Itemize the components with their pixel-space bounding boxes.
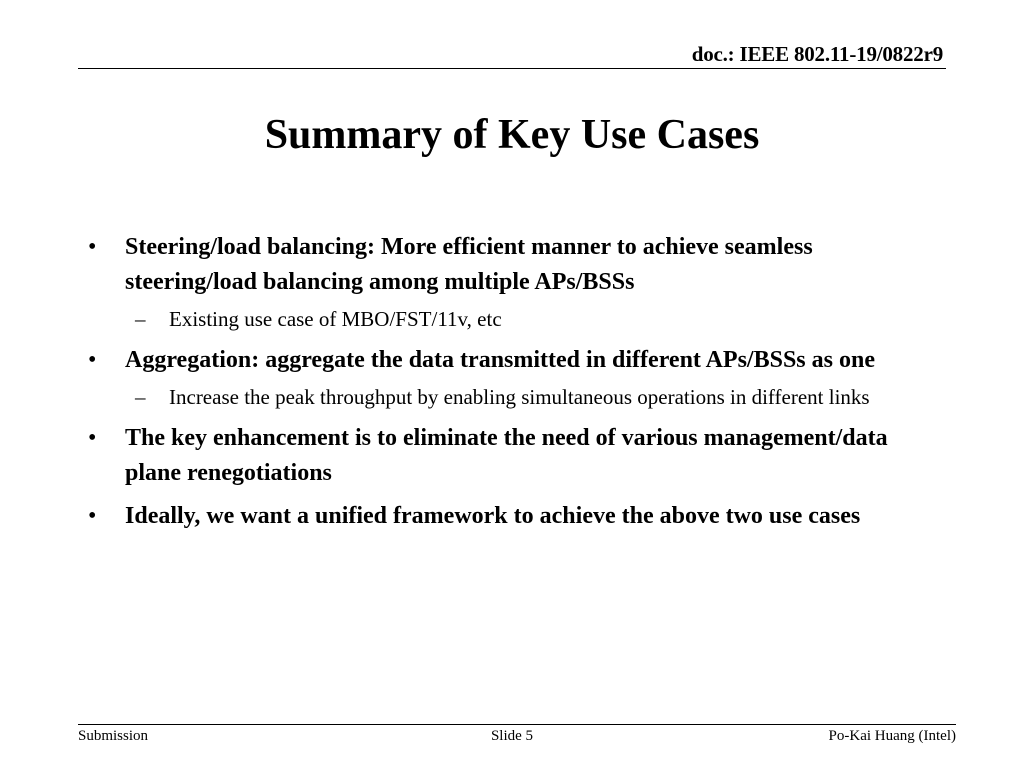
sub-bullet-list [125, 382, 948, 413]
footer-divider [78, 724, 956, 725]
sub-bullet-item [125, 304, 948, 335]
sub-bullet-item [125, 382, 948, 413]
bullet-marker: • [88, 234, 97, 260]
bullet-text: Ideally, we want a unified framework to achieve the above two use cases [125, 503, 861, 529]
sub-bullet-list [125, 304, 948, 335]
bullet-text: The key enhancement is to eliminate the need of various management/data plane renegotiations [125, 425, 888, 486]
bullet-item [88, 499, 948, 534]
slide-title: Summary of Key Use Cases [264, 112, 760, 158]
footer-author: Po-Kai Huang (Intel) [828, 728, 956, 744]
header-divider [78, 68, 946, 69]
footer-submission: Submission [78, 728, 149, 744]
sub-bullet-text: Existing use case of MBO/FST/11v, etc [169, 307, 502, 331]
bullet-marker: • [88, 503, 97, 529]
bullet-text: Steering/load balancing: More efficient manner to achieve seamless steering/load balancing among multiple APs/BSSs [125, 234, 813, 295]
bullet-item [88, 421, 948, 491]
bullet-marker: • [88, 425, 97, 451]
footer-slide-number: Slide 5 [490, 728, 534, 744]
bullet-item [88, 230, 948, 335]
sub-bullet-text: Increase the peak throughput by enabling simultaneous operations in different links [169, 385, 870, 409]
bullet-list [88, 230, 948, 534]
slide-content [88, 230, 948, 542]
sub-bullet-marker: – [135, 307, 146, 331]
bullet-marker: • [88, 347, 97, 373]
sub-bullet-marker: – [135, 385, 146, 409]
bullet-text: Aggregation: aggregate the data transmitted in different APs/BSSs as one [125, 347, 875, 373]
doc-reference: doc.: IEEE 802.11-19/0822r9 [691, 42, 943, 66]
bullet-item [88, 343, 948, 413]
